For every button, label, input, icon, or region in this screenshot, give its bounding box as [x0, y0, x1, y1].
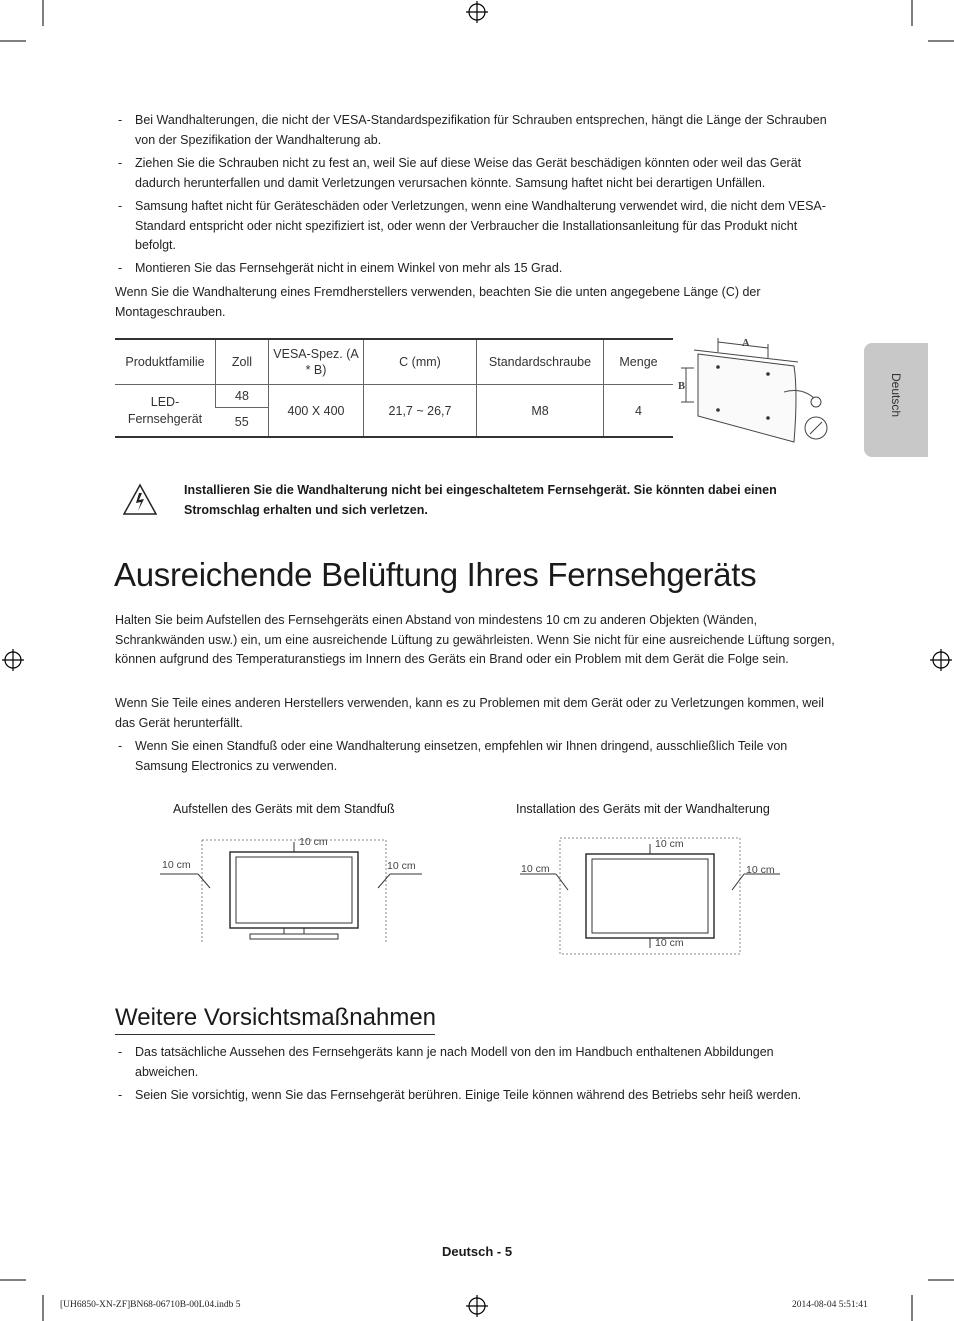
vesa-spec-table	[115, 338, 673, 438]
table-header: Zoll	[216, 339, 269, 385]
dim-label: 10 cm	[655, 838, 684, 850]
wall-mount-diagram	[676, 332, 836, 450]
warning-icon	[122, 483, 158, 517]
dim-label-a: A	[742, 338, 750, 349]
table-header: Menge	[604, 339, 674, 385]
table-header: Standardschraube	[477, 339, 604, 385]
table-cell: 4	[604, 385, 674, 438]
table-cell: 400 X 400	[269, 385, 364, 438]
dim-label-b: B	[678, 381, 686, 392]
table-row	[115, 385, 673, 408]
stand-clearance-figure	[160, 828, 430, 944]
ventilation-paragraph: Wenn Sie Teile eines anderen Herstellers verwenden, kann es zu Problemen mit dem Gerät oder zu Verletzungen kommen, weil das Gerät herunterfällt.	[115, 696, 824, 730]
print-timestamp: 2014-08-04 5:51:41	[792, 1300, 868, 1310]
warning-text: Installieren Sie die Wandhalterung nicht bei eingeschaltetem Fernsehgerät. Sie könnten dabei einen Stromschlag erhalten und sich verletzen.	[184, 483, 777, 517]
list-item: - Montieren Sie das Fernsehgerät nicht in einem Winkel von mehr als 15 Grad.	[118, 261, 563, 275]
table-cell: 55	[216, 408, 269, 438]
section-underline	[115, 1034, 435, 1035]
dim-label: 10 cm	[162, 859, 191, 871]
dim-label: 10 cm	[746, 864, 775, 876]
ventilation-paragraph: Halten Sie beim Aufstellen des Fernsehgeräts einen Abstand von mindestens 10 cm zu anderen Objekten (Wänden, Schrankwänden usw.) ein, um eine ausreichende Lüftung zu gewährleisten. Wenn Sie nicht für eine ausreichende Lüftung sorgen, können aufgrund des Temperaturanstiegs im Innern des Geräts ein Brand oder ein Problem mit dem Gerät die Folge sein.	[115, 613, 835, 666]
list-item: - Samsung haftet nicht für Geräteschäden oder Verletzungen, wenn eine Wandhalterung verwendet wird, die nicht dem VESA-Standard entspricht oder nicht spezifiziert ist, oder wenn der Verbraucher die Installationsanleitung für das Produkt nicht befolgt.	[118, 199, 826, 252]
table-header: VESA-Spez. (A * B)	[269, 339, 364, 385]
wall-clearance-figure	[518, 828, 788, 956]
language-tab	[864, 343, 928, 457]
figure-caption: Installation des Geräts mit der Wandhalterung	[516, 802, 770, 816]
dim-label: 10 cm	[299, 836, 328, 848]
table-header: Produktfamilie	[115, 339, 216, 385]
language-tab-label: Deutsch	[889, 373, 903, 418]
list-item: - Das tatsächliche Aussehen des Fernsehgeräts kann je nach Modell von den im Handbuch enthaltenen Abbildungen abweichen.	[118, 1045, 774, 1079]
page-title: Ausreichende Belüftung Ihres Fernsehgeräts	[114, 556, 757, 593]
table-cell: 48	[216, 385, 269, 408]
list-item: - Ziehen Sie die Schrauben nicht zu fest an, weil Sie auf diese Weise das Gerät beschädigen könnten oder weil das Gerät dadurch herunterfallen und damit Verletzungen verursachen könnte. Samsung haftet nicht bei derartigen Unfällen.	[118, 156, 802, 190]
dim-label: 10 cm	[387, 860, 416, 872]
list-item: - Seien Sie vorsichtig, wenn Sie das Fernsehgerät berühren. Einige Teile können während des Betriebs sehr heiß werden.	[118, 1088, 802, 1102]
table-cell: M8	[477, 385, 604, 438]
figure-caption: Aufstellen des Geräts mit dem Standfuß	[173, 802, 395, 816]
table-header-row	[115, 339, 673, 385]
table-header: C (mm)	[364, 339, 477, 385]
dim-label: 10 cm	[521, 863, 550, 875]
list-item: - Bei Wandhalterungen, die nicht der VESA-Standardspezifikation für Schrauben entsprechen, hängt die Länge der Schrauben von der Spezifikation der Wandhalterung ab.	[118, 113, 827, 147]
section-title: Weitere Vorsichtsmaßnahmen	[115, 1004, 437, 1031]
list-item: - Wenn Sie einen Standfuß oder eine Wandhalterung einsetzen, empfehlen wir Ihnen dringend, ausschließlich Teile von Samsung Electronics zu verwenden.	[118, 739, 788, 773]
table-cell: LED-Fernsehgerät	[115, 385, 216, 438]
print-info: [UH6850-XN-ZF]BN68-06710B-00L04.indb 5	[60, 1300, 241, 1310]
table-cell: 21,7 ~ 26,7	[364, 385, 477, 438]
dim-label: 10 cm	[655, 937, 684, 949]
page-footer: Deutsch - 5	[442, 1244, 513, 1259]
intro-paragraph: Wenn Sie die Wandhalterung eines Fremdherstellers verwenden, beachten Sie die unten angegebene Länge (C) der Montageschrauben.	[115, 285, 761, 319]
